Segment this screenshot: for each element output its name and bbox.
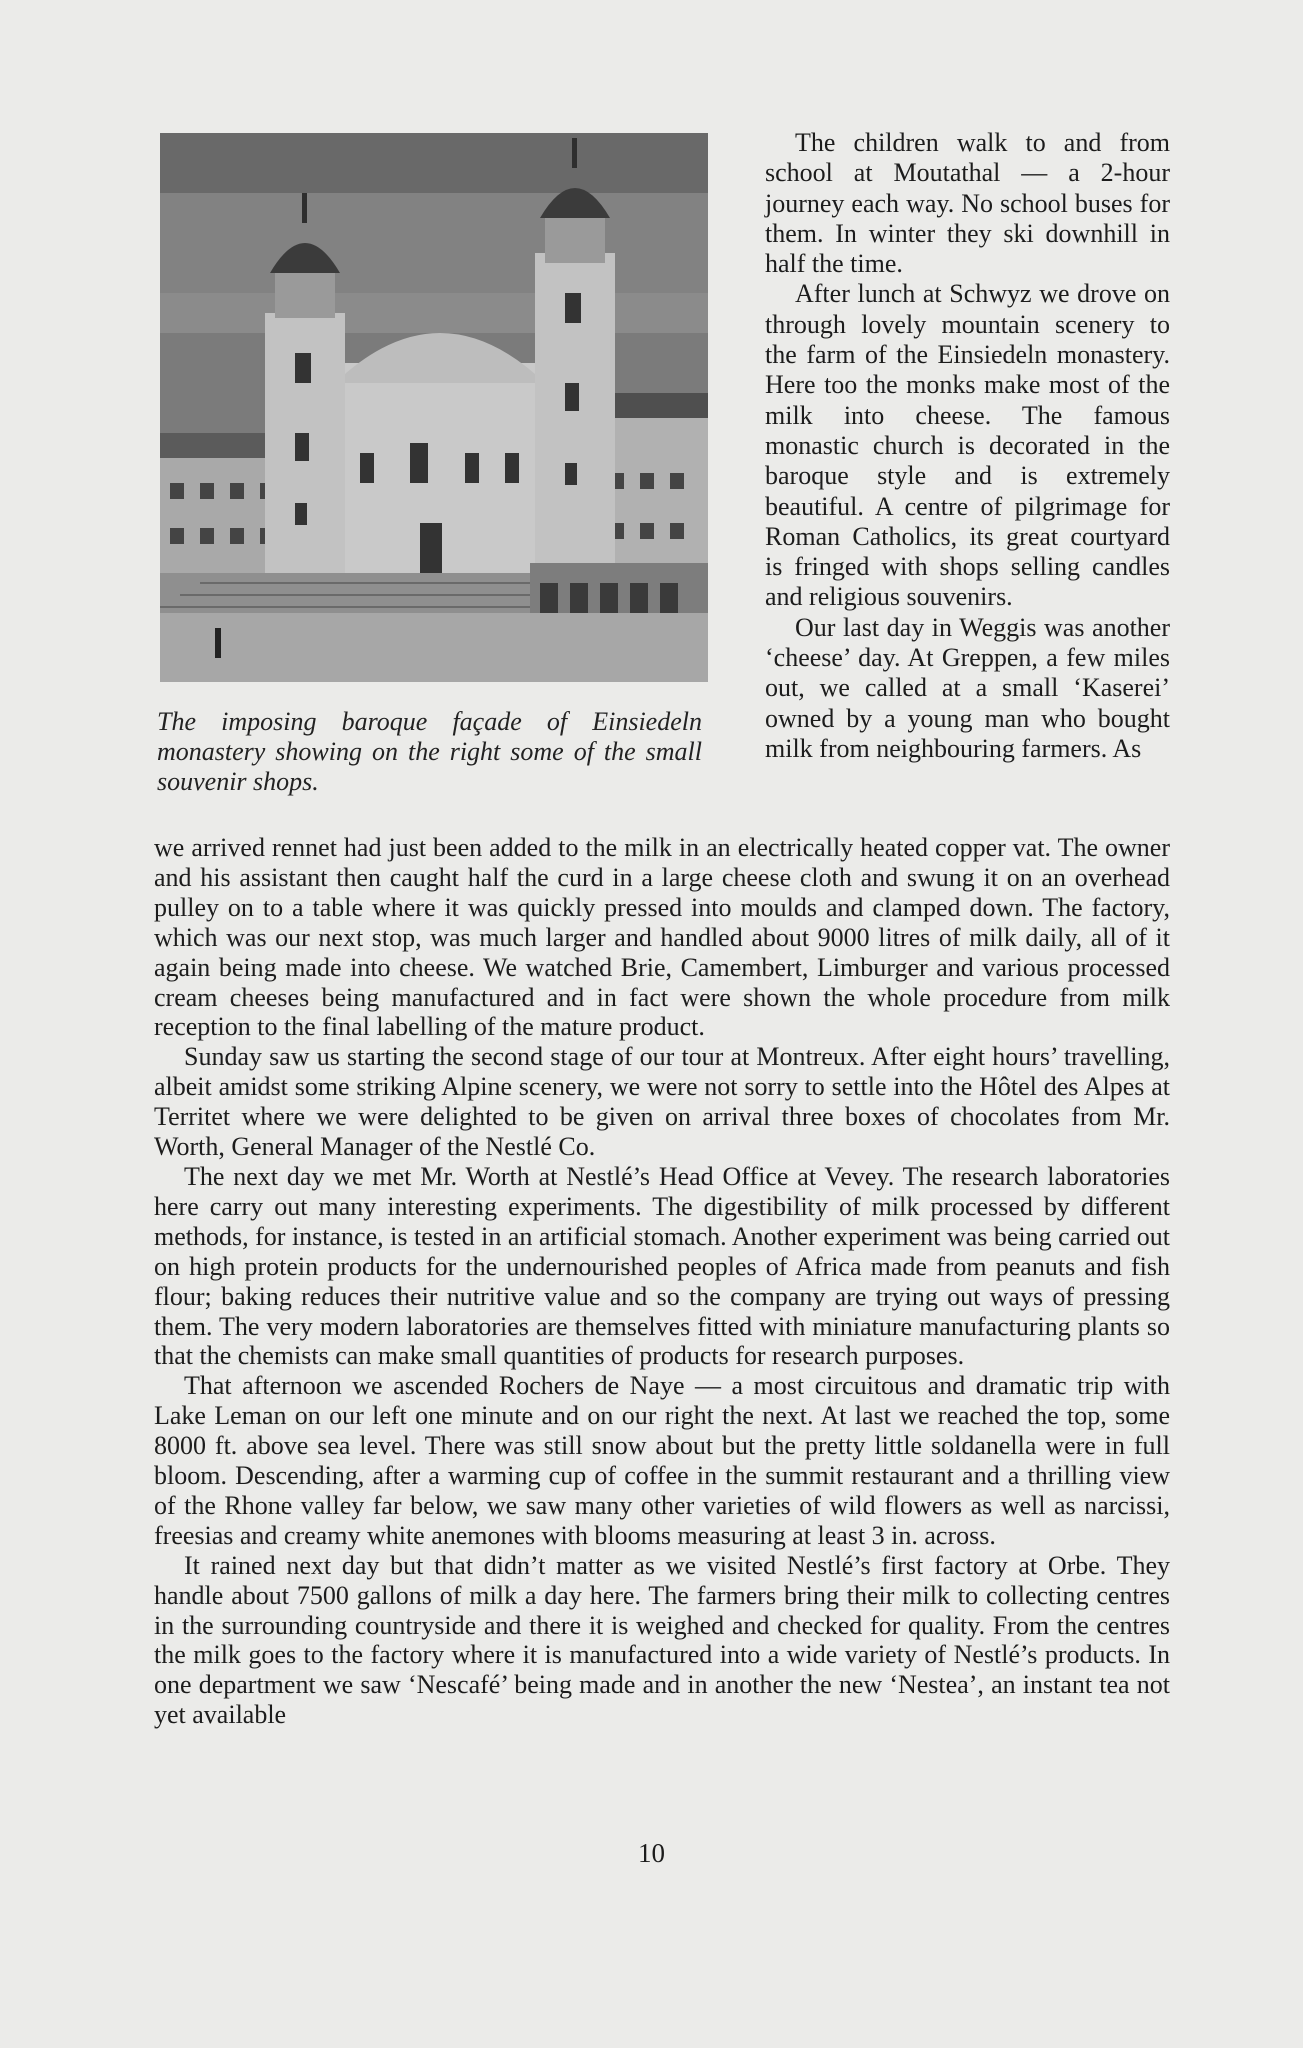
paragraph: Our last day in Weggis was another ‘cheese’ day. At Greppen, a few miles out, we called at a small ‘Kaserei’ owned by a young man who bought milk from neighbouring farmers. As [765,612,1170,763]
paragraph: The next day we met Mr. Worth at Nestlé’s Head Office at Vevey. The research laboratories here carry out many interesting experiments. The digestibility of milk processed by different methods, for instance, is tested in an artificial stomach. Another experiment was being carried out on high protein products for the undernourished peoples of Africa made from peanuts and fish flour; baking reduces their nutritive value and so the company are trying out ways of pressing them. The very modern laboratories are themselves fitted with miniature manufacturing plants so that the chemists can make small quantities of products for research purposes. [154,1161,1170,1371]
paragraph: It rained next day but that didn’t matter as we visited Nestlé’s first factory at Orbe. They handle about 7500 gallons of milk a day here. The farmers bring their milk to collecting centres in the surrounding countryside and there it is weighed and checked for quality. From the centres the milk goes to the factory where it is manufactured into a wide variety of Nestlé’s products. In one department we saw ‘Nescafé’ being made and in another the new ‘Nestea’, an instant tea not yet available [154,1550,1170,1730]
full-width-text [154,833,1170,1730]
paragraph: That afternoon we ascended Rochers de Naye — a most circuitous and dramatic trip with Lake Leman on our left one minute and on our right the next. At last we reached the top, some 8000 ft. above sea level. There was still snow about but the pretty little soldanella were in full bloom. Descending, after a warming cup of coffee in the summit restaurant and a thrilling view of the Rhone valley far below, we saw many other varieties of wild flowers as well as narcissi, freesias and creamy white anemones with blooms measuring at least 3 in. across. [154,1371,1170,1550]
paragraph: Sunday saw us starting the second stage of our tour at Montreux. After eight hours’ travelling, albeit amidst some striking Alpine scenery, we were not sorry to settle into the Hôtel des Alpes at Territet where we were delighted to be given on arrival three boxes of chocolates from Mr. Worth, General Manager of the Nestlé Co. [154,1042,1170,1162]
paragraph: The children walk to and from school at Moutathal — a 2-hour journey each way. No school buses for them. In winter they ski downhill in half the time. [765,128,1170,279]
right-column-text [765,128,1170,764]
page-number: 10 [638,1838,665,1868]
monastery-illustration [160,133,708,682]
paragraph: After lunch at Schwyz we drove on through lovely mountain scenery to the farm of the Einsiedeln monastery. Here too the monks make most of the milk into cheese. The famous monastic church is decorated in the baroque style and is extremely beautiful. A centre of pilgrimage for Roman Catholics, its great courtyard is fringed with shops selling candles and religious souvenirs. [765,279,1170,612]
figure-caption: The imposing baroque façade of Einsiedeln monastery showing on the right some of the small souvenir shops. [157,707,702,796]
paragraph-continuation: we arrived rennet had just been added to the milk in an electrically heated copper vat. The owner and his assistant then caught half the curd in a large cheese cloth and swung it on an overhead pulley on to a table where it was quickly pressed into moulds and clamped down. The factory, which was our next stop, was much larger and handled about 9000 litres of milk daily, all of it again being made into cheese. We watched Brie, Camembert, Limburger and various processed cream cheeses being manufactured and in fact were shown the whole procedure from milk reception to the final labelling of the mature product. [154,833,1170,1042]
einsiedeln-monastery-photo [160,133,708,682]
